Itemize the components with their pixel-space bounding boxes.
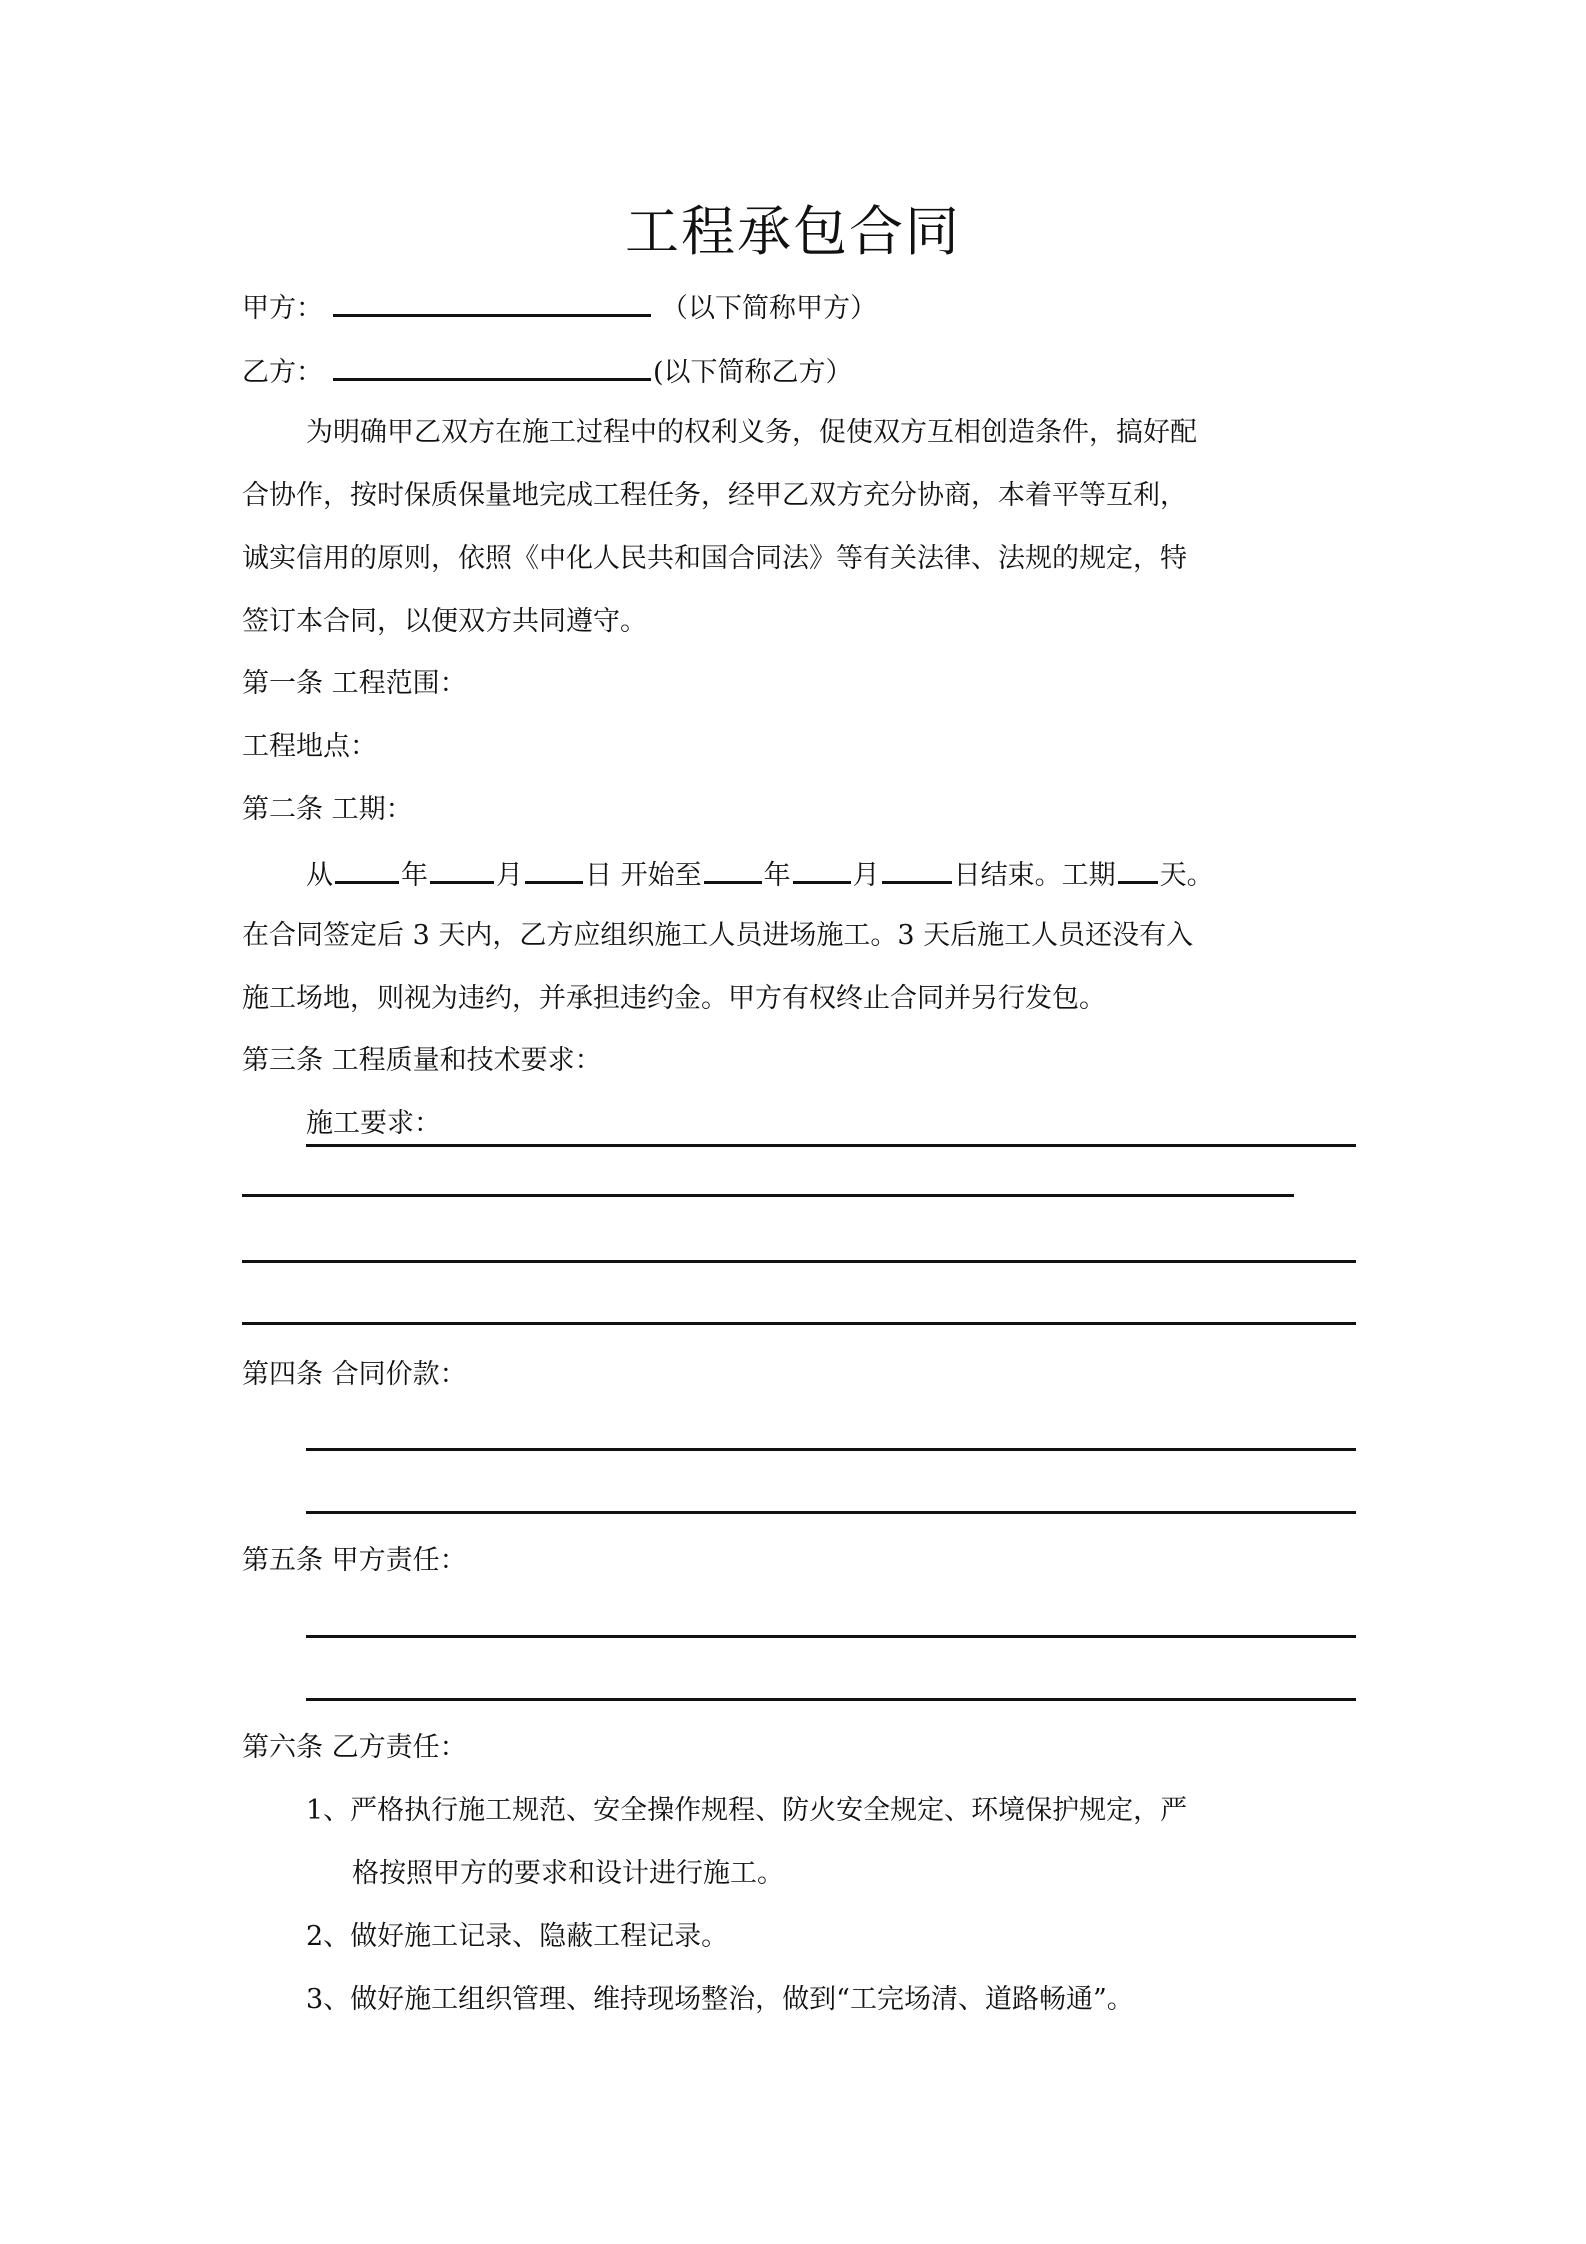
party-a-duty-blank-line[interactable] [306, 1698, 1356, 1701]
party-b-duty-item-continued: 格按照甲方的要求和设计进行施工。 [352, 1858, 784, 1889]
article-2-text: 在合同签定后 3 天内，乙方应组织施工人员进场施工。3 天后施工人员还没有入 [242, 920, 1194, 951]
party-a-duty-blank-line[interactable] [306, 1635, 1356, 1638]
article-3-heading: 第三条 工程质量和技术要求： [242, 1045, 602, 1076]
requirement-blank-line[interactable] [242, 1322, 1356, 1325]
period-from-text: 从 [306, 860, 333, 891]
project-location-label: 工程地点： [242, 731, 377, 762]
party-b-duty-item: 2、做好施工记录、隐蔽工程记录。 [306, 1921, 729, 1952]
article-4-heading: 第四条 合同价款： [242, 1359, 467, 1390]
preamble-line: 诚实信用的原则，依照《中化人民共和国合同法》等有关法律、法规的规定，特 [242, 543, 1187, 574]
requirement-blank-line[interactable] [242, 1194, 1294, 1197]
party-b-duty-item: 3、做好施工组织管理、维持现场整治，做到“工完场清、道路畅通”。 [306, 1984, 1134, 2015]
party-a-field[interactable] [333, 286, 651, 317]
party-b-field[interactable] [333, 350, 651, 381]
project-location-row [242, 727, 1356, 767]
month-label: 月 [852, 860, 880, 891]
end-month-field[interactable] [793, 853, 851, 884]
construction-requirement-row [306, 1104, 1356, 1147]
article-5-heading: 第五条 甲方责任： [242, 1545, 467, 1576]
start-day-field[interactable] [525, 853, 583, 884]
days-unit-label: 天。 [1159, 860, 1214, 891]
party-a-suffix: （以下简称甲方） [661, 293, 877, 324]
party-b-row [242, 350, 1356, 393]
contract-price-blank-line[interactable] [306, 1511, 1356, 1514]
contract-price-blank-line[interactable] [306, 1448, 1356, 1451]
construction-requirement-field[interactable] [306, 1104, 1356, 1147]
party-b-suffix: (以下简称乙方） [653, 357, 853, 388]
end-day-field[interactable] [882, 853, 952, 884]
start-year-field[interactable] [335, 853, 399, 884]
article-1-heading: 第一条 工程范围： [242, 668, 467, 699]
party-b-duty-item: 1、严格执行施工规范、安全操作规程、防火安全规定、环境保护规定，严 [306, 1795, 1188, 1826]
day-end-label: 日结束。工期 [953, 860, 1116, 891]
end-year-field[interactable] [704, 853, 762, 884]
day-start-label: 日 开始至 [585, 860, 702, 891]
article-2-text: 施工场地，则视为违约，并承担违约金。甲方有权终止合同并另行发包。 [242, 983, 1106, 1014]
preamble-line: 为明确甲乙双方在施工过程中的权利义务，促使双方互相创造条件，搞好配 [306, 417, 1197, 448]
party-a-label: 甲方： [242, 293, 323, 324]
month-label: 月 [496, 860, 523, 891]
project-location-field[interactable] [377, 727, 977, 755]
work-period-row [306, 853, 1356, 896]
requirement-blank-line[interactable] [242, 1260, 1356, 1263]
document-title: 工程承包合同 [625, 200, 961, 263]
duration-days-field[interactable] [1118, 853, 1158, 884]
party-a-row [242, 286, 1356, 329]
article-2-heading: 第二条 工期： [242, 794, 413, 825]
year-label: 年 [401, 860, 428, 891]
construction-requirement-label: 施工要求： [306, 1108, 441, 1139]
preamble-line: 合协作，按时保质保量地完成工程任务，经甲乙双方充分协商，本着平等互利， [242, 480, 1187, 511]
party-b-label: 乙方： [242, 357, 323, 388]
preamble-line: 签订本合同，以便双方共同遵守。 [242, 606, 647, 637]
article-6-heading: 第六条 乙方责任： [242, 1732, 467, 1763]
start-month-field[interactable] [430, 853, 494, 884]
year-label: 年 [763, 860, 791, 891]
